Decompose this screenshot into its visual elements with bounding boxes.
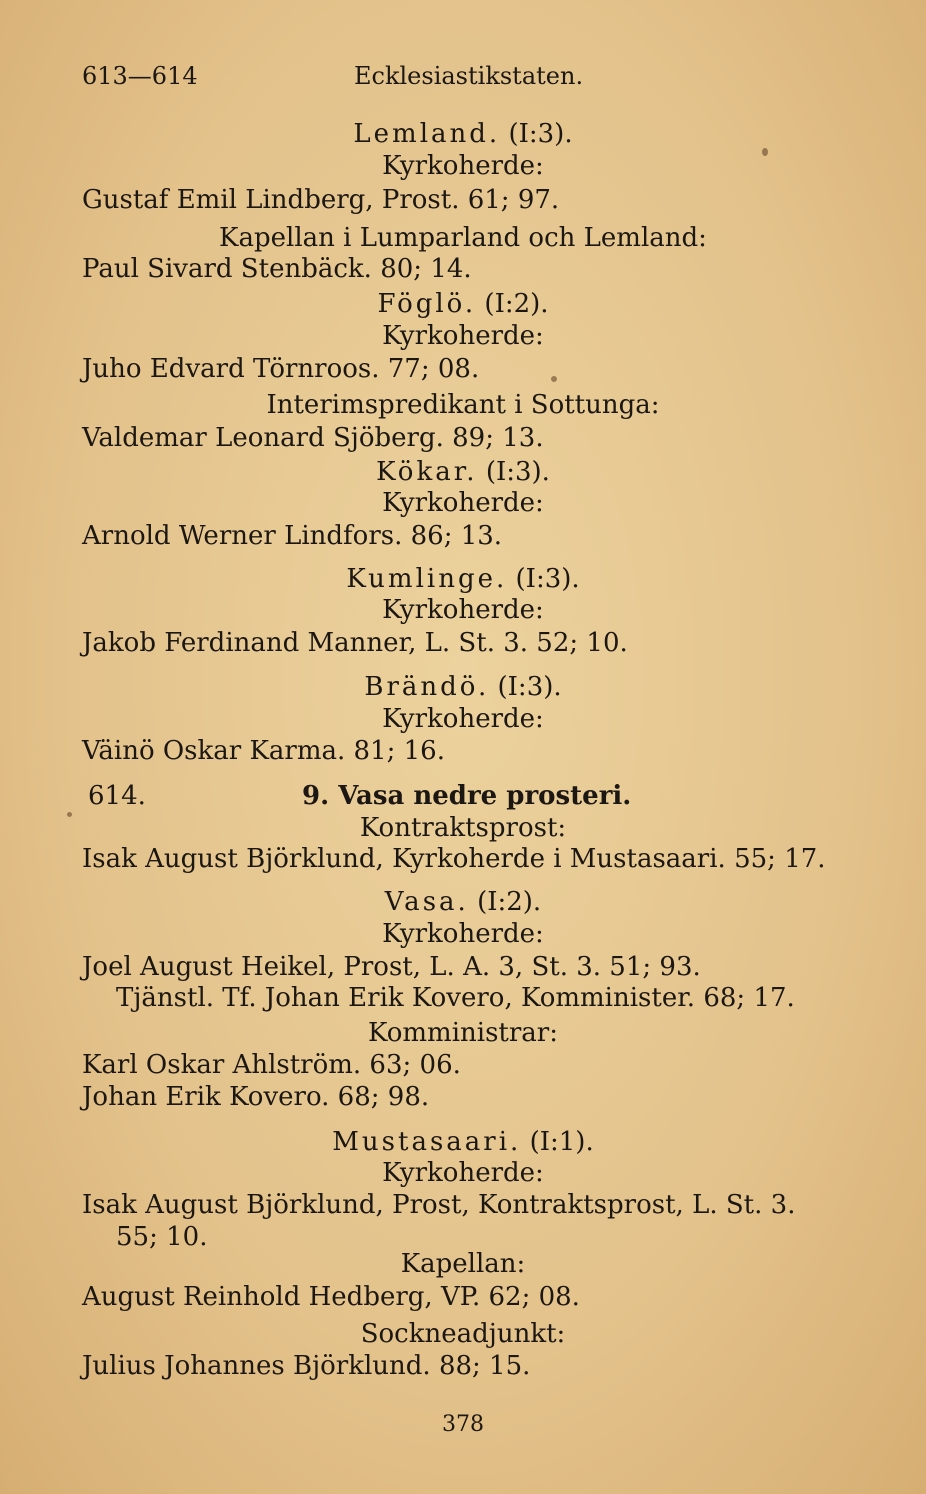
role-title: Kontraktsprost: bbox=[359, 813, 567, 843]
clergy-entry-continued: Tjänstl. Tf. Johan Erik Kovero, Komminister. 68; 17. bbox=[116, 983, 795, 1013]
role-title: Kyrkoherde: bbox=[382, 919, 544, 949]
clergy-entry: Karl Oskar Ahlström. 63; 06. bbox=[82, 1050, 461, 1080]
role-title: Kyrkoherde: bbox=[382, 151, 544, 181]
clergy-entry: August Reinhold Hedberg, VP. 62; 08. bbox=[82, 1282, 580, 1312]
clergy-entry: Isak August Björklund, Prost, Kontraktsprost, L. St. 3. bbox=[82, 1190, 796, 1220]
clergy-entry: Valdemar Leonard Sjöberg. 89; 13. bbox=[82, 423, 544, 453]
clergy-entry: Paul Sivard Stenbäck. 80; 14. bbox=[82, 254, 472, 284]
deanery-title: 9. Vasa nedre prosteri. bbox=[302, 781, 632, 811]
heading-lemland bbox=[0, 118, 926, 150]
parish-class: (I:3). bbox=[508, 119, 573, 149]
parish-class: (I:3). bbox=[515, 564, 580, 594]
place-name: Mustasaari. bbox=[332, 1127, 522, 1157]
ink-blemish bbox=[551, 376, 557, 382]
role-title: Kyrkoherde: bbox=[382, 704, 544, 734]
parish-class: (I:2). bbox=[477, 887, 542, 917]
clergy-entry: Julius Johannes Björklund. 88; 15. bbox=[82, 1351, 531, 1381]
heading-vasa bbox=[0, 886, 926, 918]
heading-kokar bbox=[0, 456, 926, 488]
page-range: 613—614 bbox=[82, 62, 198, 90]
role-title: Kapellan: bbox=[400, 1249, 526, 1279]
clergy-entry: Gustaf Emil Lindberg, Prost. 61; 97. bbox=[82, 185, 560, 215]
clergy-entry: Isak August Björklund, Kyrkoherde i Mustasaari. 55; 17. bbox=[82, 844, 826, 874]
clergy-entry: Arnold Werner Lindfors. 86; 13. bbox=[82, 521, 503, 551]
role-title: Kyrkoherde: bbox=[382, 321, 544, 351]
ink-blemish bbox=[762, 148, 768, 156]
heading-mustasaari bbox=[0, 1126, 926, 1158]
role-title: Kyrkoherde: bbox=[382, 1158, 544, 1188]
clergy-entry: Johan Erik Kovero. 68; 98. bbox=[82, 1082, 430, 1112]
running-title: Ecklesiastikstaten. bbox=[354, 62, 584, 90]
role-title: Kyrkoherde: bbox=[382, 595, 544, 625]
place-name: Kökar. bbox=[376, 457, 478, 487]
heading-kumlinge bbox=[0, 563, 926, 595]
parish-class: (I:3). bbox=[485, 457, 550, 487]
role-title: Kapellan i Lumparland och Lemland: bbox=[219, 223, 707, 253]
parish-class: (I:3). bbox=[497, 672, 562, 702]
section-number: 614. bbox=[88, 781, 146, 811]
place-name: Lemland. bbox=[353, 119, 501, 149]
parish-class: (I:1). bbox=[529, 1127, 594, 1157]
clergy-entry: Jakob Ferdinand Manner, L. St. 3. 52; 10. bbox=[82, 628, 628, 658]
clergy-entry-continued: 55; 10. bbox=[116, 1222, 208, 1252]
parish-class: (I:2). bbox=[484, 289, 549, 319]
role-title: Kyrkoherde: bbox=[382, 488, 544, 518]
role-title: Komministrar: bbox=[368, 1018, 558, 1048]
heading-foglo bbox=[0, 288, 926, 320]
place-name: Vasa. bbox=[384, 887, 469, 917]
role-title: Sockneadjunkt: bbox=[360, 1319, 566, 1349]
clergy-entry: Juho Edvard Törnroos. 77; 08. bbox=[82, 354, 480, 384]
heading-brando bbox=[0, 671, 926, 703]
clergy-entry: Väinö Oskar Karma. 81; 16. bbox=[82, 736, 445, 766]
clergy-entry: Joel August Heikel, Prost, L. A. 3, St. 3. 51; 93. bbox=[82, 952, 701, 982]
page-number: 378 bbox=[442, 1412, 484, 1437]
ink-blemish bbox=[67, 812, 72, 817]
place-name: Kumlinge. bbox=[346, 564, 508, 594]
place-name: Föglö. bbox=[377, 289, 477, 319]
place-name: Brändö. bbox=[364, 672, 490, 702]
role-title: Interimspredikant i Sottunga: bbox=[266, 390, 660, 420]
